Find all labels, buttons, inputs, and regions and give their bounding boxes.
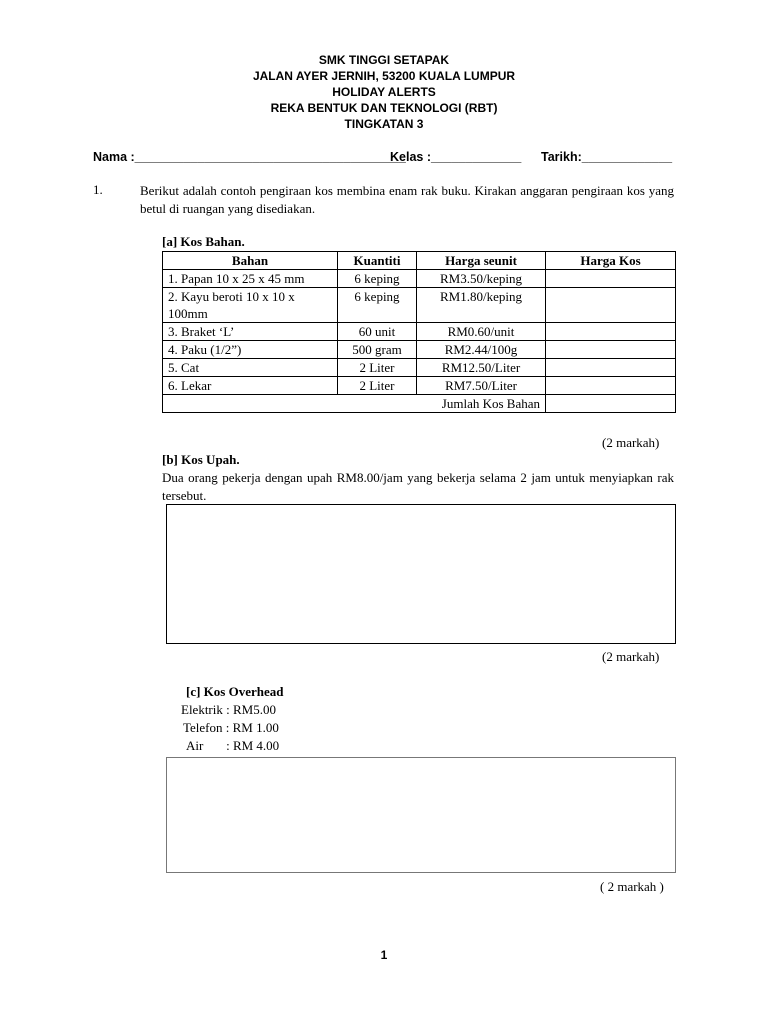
section-b-answer-box[interactable] [166,504,676,644]
cost-answer-cell[interactable] [546,323,676,341]
cost-answer-cell[interactable] [546,288,676,323]
unit-price-cell: RM1.80/keping [417,288,546,323]
subject-title: REKA BENTUK DAN TEKNOLOGI (RBT) [270,101,498,115]
page-number: 1 [380,948,388,962]
overhead-item: Elektrik : RM5.00 [181,702,276,717]
quantity-cell: 500 gram [338,341,417,359]
material-cell: 1. Papan 10 x 25 x 45 mm [163,270,338,288]
document-header [0,52,768,132]
material-cell: 6. Lekar [163,377,338,395]
quantity-cell: 2 Liter [338,377,417,395]
cost-answer-cell[interactable] [546,270,676,288]
table-row [163,323,676,341]
cost-answer-cell[interactable] [546,377,676,395]
material-cell: 5. Cat [163,359,338,377]
material-text: 2. Kayu beroti 10 x 10 x 100mm [168,289,295,321]
material-cell: 3. Braket ‘L’ [163,323,338,341]
question-number: 1. [93,182,103,197]
column-header: Bahan [163,252,338,270]
quantity-cell: 2 Liter [338,359,417,377]
section-a-marks: (2 markah) [602,435,660,450]
material-cost-table [162,251,676,413]
section-b-marks: (2 markah) [602,649,660,664]
class-field: Kelas :_____________ [390,150,522,164]
table-row [163,359,676,377]
unit-price-cell: RM0.60/unit [417,323,546,341]
total-answer-cell[interactable] [546,395,676,413]
column-header: Harga seunit [417,252,546,270]
question-text: Berikut adalah contoh pengiraan kos membina enam rak buku. Kirakan anggaran pengiraan kos yang betul di ruangan yang disediakan. [140,183,674,216]
overhead-item: Air : RM 4.00 [186,738,280,753]
section-b-title: [b] Kos Upah. [162,452,240,467]
total-label: Jumlah Kos Bahan [163,395,546,413]
date-field: Tarikh:_____________ [541,150,673,164]
section-c-marks: ( 2 markah ) [600,879,664,894]
section-b-text: Dua orang pekerja dengan upah RM8.00/jam yang bekerja selama 2 jam untuk menyiapkan rak tersebut. [162,470,674,503]
quantity-cell: 60 unit [338,323,417,341]
unit-price-cell: RM7.50/Liter [417,377,546,395]
total-row [163,395,676,413]
section-c-title: [c] Kos Overhead [186,684,284,699]
table-row [163,270,676,288]
quantity-cell: 6 keping [338,270,417,288]
quantity-cell: 6 keping [338,288,417,323]
table-row [163,288,676,323]
table-row [163,341,676,359]
column-header: Harga Kos [546,252,676,270]
school-address: JALAN AYER JERNIH, 53200 KUALA LUMPUR [252,69,516,83]
material-cell [163,288,338,323]
table-header-row [163,252,676,270]
level-title: TINGKATAN 3 [344,117,424,131]
cost-answer-cell[interactable] [546,341,676,359]
program-title: HOLIDAY ALERTS [332,85,436,99]
unit-price-cell: RM12.50/Liter [417,359,546,377]
overhead-item: Telefon : RM 1.00 [183,720,279,735]
name-field: Nama :_______________________________________ [93,150,406,164]
column-header: Kuantiti [338,252,417,270]
cost-answer-cell[interactable] [546,359,676,377]
unit-price-cell: RM2.44/100g [417,341,546,359]
unit-price-cell: RM3.50/keping [417,270,546,288]
section-c-answer-box[interactable] [166,757,676,873]
material-cell: 4. Paku (1/2”) [163,341,338,359]
section-a-title: [a] Kos Bahan. [162,234,245,249]
school-name: SMK TINGGI SETAPAK [318,53,450,67]
table-row [163,377,676,395]
